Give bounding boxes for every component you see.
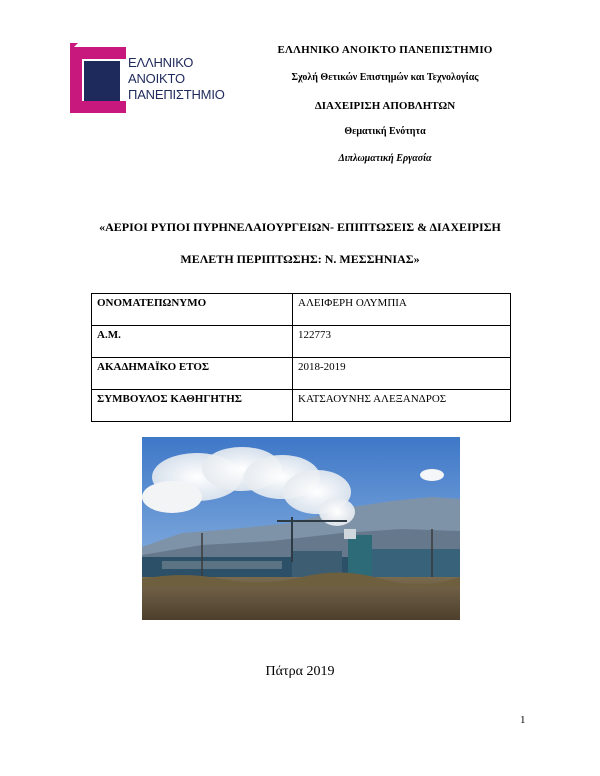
student-id-label: Α.Μ. [92,326,293,358]
advisor-value: ΚΑΤΣΑΟΥΝΗΣ ΑΛΕΞΑΝΔΡΟΣ [293,390,511,422]
page-number: 1 [520,714,526,726]
school-name: Σχολή Θετικών Επιστημών και Τεχνολογίας [291,72,479,83]
place-and-year: Πάτρα 2019 [265,664,335,679]
advisor-label: ΣΥΜΒΟΥΛΟΣ ΚΑΘΗΓΗΤΗΣ [92,390,293,422]
university-logo [70,43,225,113]
table-row [92,390,511,422]
student-info-table [91,293,511,422]
name-label: ΟΝΟΜΑΤΕΠΩΝΥΜΟ [92,294,293,326]
thesis-title-line-2: ΜΕΛΕΤΗ ΠΕΡΙΠΤΩΣΗΣ: Ν. ΜΕΣΣΗΝΙΑΣ» [180,252,420,266]
name-value: ΑΛΕΙΦΕΡΗ ΟΛΥΜΠΙΑ [293,294,511,326]
logo-mark-icon [70,43,126,113]
table-row [92,294,511,326]
institution-name: ΕΛΛΗΝΙΚΟ ΑΝΟΙΚΤΟ ΠΑΝΕΠΙΣΤΗΜΙΟ [277,44,493,56]
thesis-title-line-1: «ΑΕΡΙΟΙ ΡΥΠΟΙ ΠΥΡΗΝΕΛΑΙΟΥΡΓΕΙΩΝ- ΕΠΙΠΤΩΣΕΙΣ & ΔΙΑΧΕΙΡΙΣΗ [99,220,501,234]
logo-line-2: ΑΝΟΙΚΤΟ [128,71,185,86]
logo-wordmark [128,55,225,103]
academic-year-label: ΑΚΑΔΗΜΑΪΚΟ ΕΤΟΣ [92,358,293,390]
course-name: ΔΙΑΧΕΙΡΙΣΗ ΑΠΟΒΛΗΤΩΝ [314,100,456,112]
logo-line-3: ΠΑΝΕΠΙΣΤΗΜΙΟ [128,87,225,102]
table-row [92,358,511,390]
academic-year-value: 2018-2019 [293,358,511,390]
cover-photo [142,437,460,620]
student-id-value: 122773 [293,326,511,358]
thematic-unit: Θεματική Ενότητα [344,126,426,137]
logo-line-1: ΕΛΛΗΝΙΚΟ [128,55,194,70]
factory-smoke-image [142,437,460,620]
table-row [92,326,511,358]
document-type: Διπλωματική Εργασία [338,153,432,164]
